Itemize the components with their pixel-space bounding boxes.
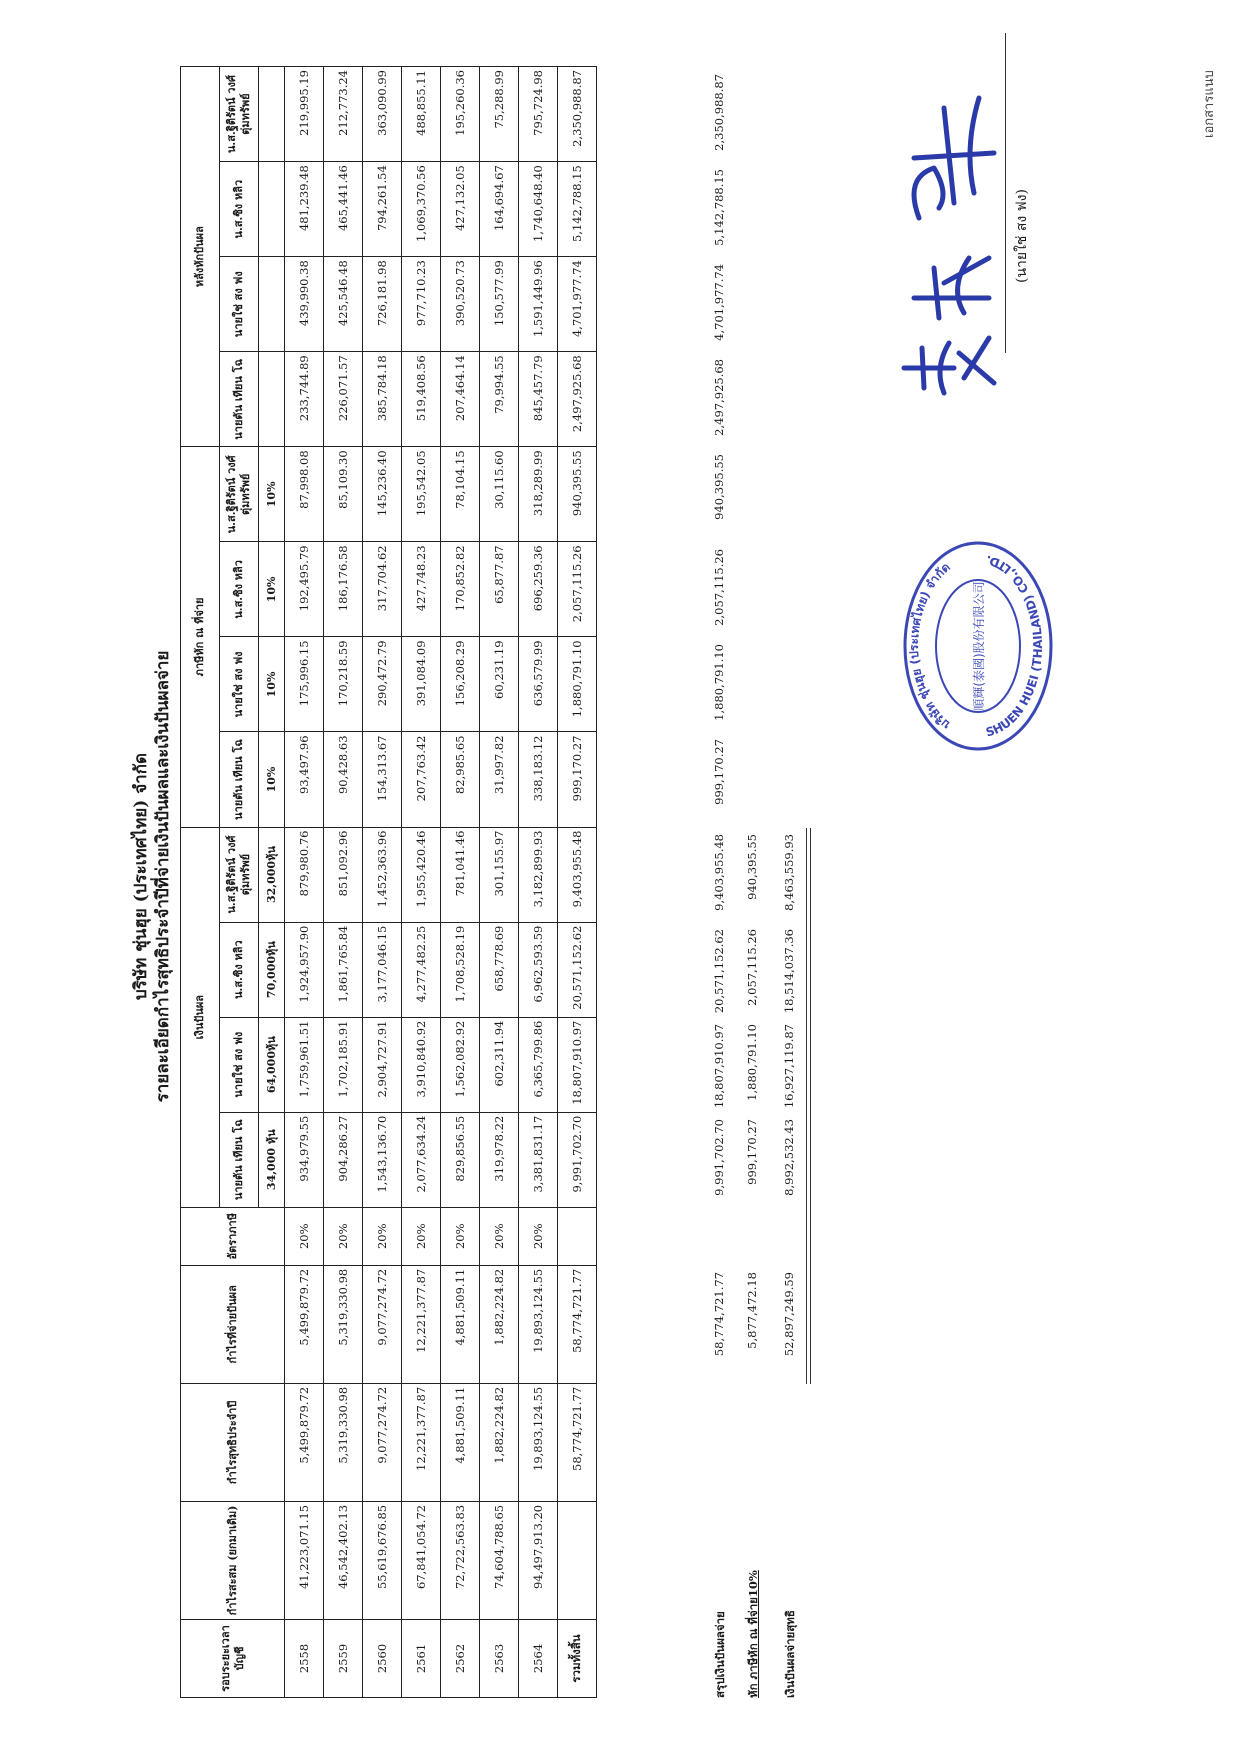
summary-dividend-value: 999,170.27 [712, 739, 726, 805]
cell-tax: 170,852.82 [441, 542, 480, 637]
col-tax-pct: 10% [259, 447, 285, 542]
cell-after: 150,577.99 [480, 257, 519, 352]
total-net: 58,774,721.77 [558, 1383, 597, 1501]
cell-dividend: 602,311.94 [480, 1017, 519, 1112]
cell-tax: 696,259.36 [519, 542, 558, 637]
svg-text:SHUEN HUEI (THAILAND) CO.,LTD.: SHUEN HUEI (THAILAND) CO.,LTD. [984, 552, 1046, 740]
col-person: นายตัน เทียน โฉ [220, 352, 259, 447]
group-tax: ภาษีหัก ณ ที่จ่าย [181, 447, 220, 827]
cell-dividend: 1,955,420.46 [402, 827, 441, 922]
summary-withholding-paid: 5,877,472.18 [745, 1272, 759, 1349]
table-row [285, 67, 324, 1698]
svg-text:順輝(泰國)股份有限公司: 順輝(泰國)股份有限公司 [972, 581, 986, 711]
col-shares: 70,000หุ้น [259, 922, 285, 1017]
total-tax: 1,880,791.10 [558, 637, 597, 732]
cell-rate: 20% [363, 1207, 402, 1265]
col-accum: กำไรสะสม (ยกมาเดิม) [181, 1501, 285, 1619]
col-shares: 32,000หุ้น [259, 827, 285, 922]
cell-tax: 186,176.58 [324, 542, 363, 637]
cell-after: 75,288.99 [480, 67, 519, 162]
cell-tax: 85,109.30 [324, 447, 363, 542]
cell-paid: 9,077,274.72 [363, 1265, 402, 1383]
double-underline [806, 828, 811, 1384]
col-person: น.ส.ฐิติรัตน์ วงศ์ตุ่มทรัพย์ [220, 67, 259, 162]
cell-tax: 290,472.79 [363, 637, 402, 732]
col-person: น.ส.ซิง หลิว [220, 162, 259, 257]
cell-dividend: 781,041.46 [441, 827, 480, 922]
cell-after: 439,990.38 [285, 257, 324, 352]
cell-tax: 82,985.65 [441, 732, 480, 827]
summary-dividend-value: 4,701,977.74 [712, 264, 726, 341]
col-person: น.ส.ซิง หลิว [220, 922, 259, 1017]
cell-tax: 154,313.67 [363, 732, 402, 827]
cell-accum: 41,223,071.15 [285, 1501, 324, 1619]
cell-after: 79,994.55 [480, 352, 519, 447]
cell-rate: 20% [402, 1207, 441, 1265]
cell-after: 233,744.89 [285, 352, 324, 447]
cell-rate: 20% [441, 1207, 480, 1265]
col-tax-pct: 10% [259, 637, 285, 732]
table-row [324, 67, 363, 1698]
cell-after: 1,069,370.56 [402, 162, 441, 257]
cell-dividend: 1,924,957.90 [285, 922, 324, 1017]
total-tax: 940,395.55 [558, 447, 597, 542]
report-subtitle: รายละเอียดกำไรสุทธิประจำปีที่จ่ายเงินปันผลและเงินปันผลจ่าย [153, 650, 173, 1103]
summary-dividend-value: 2,057,115.26 [712, 549, 726, 626]
col-shares: 64,000หุ้น [259, 1017, 285, 1112]
total-rate [558, 1207, 597, 1265]
company-title: บริษัท ชุ่นฮุย (ประเทศไทย) จำกัด [131, 752, 151, 1001]
dividend-table [180, 66, 597, 1698]
cell-paid: 12,221,377.87 [402, 1265, 441, 1383]
summary-net-value: 16,927,119.87 [782, 1024, 796, 1109]
cell-net: 19,893,124.55 [519, 1383, 558, 1501]
cell-accum: 55,619,676.85 [363, 1501, 402, 1619]
cell-after: 519,408.56 [402, 352, 441, 447]
signature-line [1005, 33, 1006, 353]
summary-withholding-value: 940,395.55 [745, 834, 759, 900]
cell-year: 2559 [324, 1619, 363, 1697]
cell-dividend: 3,177,046.15 [363, 922, 402, 1017]
summary-net-paid: 52,897,249.59 [782, 1272, 796, 1357]
cell-after: 219,995.19 [285, 67, 324, 162]
cell-dividend: 6,962,593.59 [519, 922, 558, 1017]
summary-dividend-value: 20,571,152.62 [712, 929, 726, 1014]
cell-after: 164,694.67 [480, 162, 519, 257]
cell-net: 5,319,330.98 [324, 1383, 363, 1501]
cell-dividend: 851,092.96 [324, 827, 363, 922]
cell-accum: 67,841,054.72 [402, 1501, 441, 1619]
col-blank [259, 257, 285, 352]
summary-dividend-value: 9,991,702.70 [712, 1119, 726, 1196]
cell-year: 2561 [402, 1619, 441, 1697]
total-tax: 2,057,115.26 [558, 542, 597, 637]
cell-tax: 391,084.09 [402, 637, 441, 732]
cell-tax: 90,428.63 [324, 732, 363, 827]
total-after: 2,497,925.68 [558, 352, 597, 447]
cell-tax: 427,748.23 [402, 542, 441, 637]
total-row [558, 67, 597, 1698]
cell-dividend: 934,979.55 [285, 1112, 324, 1207]
cell-dividend: 3,381,831.17 [519, 1112, 558, 1207]
cell-accum: 74,604,788.65 [480, 1501, 519, 1619]
cell-dividend: 829,856.55 [441, 1112, 480, 1207]
cell-dividend: 1,861,765.84 [324, 922, 363, 1017]
cell-accum: 46,542,402.13 [324, 1501, 363, 1619]
col-blank [259, 162, 285, 257]
cell-tax: 318,289.99 [519, 447, 558, 542]
cell-tax: 195,542.05 [402, 447, 441, 542]
cell-after: 207,464.14 [441, 352, 480, 447]
signature [894, 78, 1004, 408]
summary-withholding-value: 2,057,115.26 [745, 929, 759, 1006]
cell-dividend: 3,182,899.93 [519, 827, 558, 922]
cell-rate: 20% [285, 1207, 324, 1265]
cell-paid: 1,882,224.82 [480, 1265, 519, 1383]
cell-dividend: 1,759,961.51 [285, 1017, 324, 1112]
summary-net-value: 18,514,037.36 [782, 929, 796, 1014]
summary-net-value: 8,463,559.93 [782, 834, 796, 911]
cell-dividend: 658,778.69 [480, 922, 519, 1017]
cell-net: 1,882,224.82 [480, 1383, 519, 1501]
cell-after: 363,090.99 [363, 67, 402, 162]
cell-after: 481,239.48 [285, 162, 324, 257]
cell-dividend: 2,077,634.24 [402, 1112, 441, 1207]
total-after: 5,142,788.15 [558, 162, 597, 257]
cell-accum: 72,722,563.83 [441, 1501, 480, 1619]
col-person: น.ส.ซิง หลิว [220, 542, 259, 637]
summary-dividend-value: 18,807,910.97 [712, 1024, 726, 1109]
cell-rate: 20% [324, 1207, 363, 1265]
cell-tax: 170,218.59 [324, 637, 363, 732]
total-dividend: 18,807,910.97 [558, 1017, 597, 1112]
cell-paid: 5,319,330.98 [324, 1265, 363, 1383]
cell-tax: 338,183.12 [519, 732, 558, 827]
cell-paid: 5,499,879.72 [285, 1265, 324, 1383]
cell-net: 5,499,879.72 [285, 1383, 324, 1501]
summary-dividend-value: 940,395.55 [712, 454, 726, 520]
col-rate: อัตราภาษี [181, 1207, 285, 1265]
cell-after: 226,071.57 [324, 352, 363, 447]
cell-after: 212,773.24 [324, 67, 363, 162]
cell-tax: 145,236.40 [363, 447, 402, 542]
col-net: กำไรสุทธิประจำปี [181, 1383, 285, 1501]
cell-after: 390,520.73 [441, 257, 480, 352]
cell-after: 726,181.98 [363, 257, 402, 352]
total-paid: 58,774,721.77 [558, 1265, 597, 1383]
cell-paid: 4,881,509.11 [441, 1265, 480, 1383]
cell-dividend: 1,702,185.91 [324, 1017, 363, 1112]
summary-dividend-value: 5,142,788.15 [712, 169, 726, 246]
cell-net: 4,881,509.11 [441, 1383, 480, 1501]
cell-rate: 20% [519, 1207, 558, 1265]
summary-withholding-label: หัก ภาษีหัก ณ ที่จ่าย10% [746, 1570, 760, 1698]
cell-after: 794,261.54 [363, 162, 402, 257]
cell-after: 795,724.98 [519, 67, 558, 162]
summary-withholding-value: 999,170.27 [745, 1119, 759, 1185]
summary-dividend-paid: 58,774,721.77 [712, 1272, 726, 1357]
total-tax: 999,170.27 [558, 732, 597, 827]
col-person: นายตัน เทียน โฉ [220, 732, 259, 827]
col-person: นายใช่ สง ฟง [220, 637, 259, 732]
cell-dividend: 904,286.27 [324, 1112, 363, 1207]
cell-tax: 156,208.29 [441, 637, 480, 732]
cell-net: 9,077,274.72 [363, 1383, 402, 1501]
cell-after: 845,457.79 [519, 352, 558, 447]
cell-dividend: 1,562,082.92 [441, 1017, 480, 1112]
cell-year: 2560 [363, 1619, 402, 1697]
cell-dividend: 301,155.97 [480, 827, 519, 922]
col-blank [259, 67, 285, 162]
col-person: นายตัน เทียน โฉ [220, 1112, 259, 1207]
col-person: นายใช่ สง ฟง [220, 1017, 259, 1112]
total-label: รวมทั้งสิ้น [558, 1619, 597, 1697]
col-paid: กำไรที่จ่ายปันผล [181, 1265, 285, 1383]
cell-after: 425,546.48 [324, 257, 363, 352]
cell-after: 195,260.36 [441, 67, 480, 162]
cell-after: 488,855.11 [402, 67, 441, 162]
cell-dividend: 6,365,799.86 [519, 1017, 558, 1112]
table-row [402, 67, 441, 1698]
cell-dividend: 2,904,727.91 [363, 1017, 402, 1112]
summary-withholding-value: 1,880,791.10 [745, 1024, 759, 1101]
cell-tax: 60,231.19 [480, 637, 519, 732]
cell-dividend: 1,452,363.96 [363, 827, 402, 922]
cell-year: 2562 [441, 1619, 480, 1697]
total-dividend: 9,991,702.70 [558, 1112, 597, 1207]
summary-dividend-value: 9,403,955.48 [712, 834, 726, 911]
company-stamp [900, 538, 1056, 753]
total-after: 4,701,977.74 [558, 257, 597, 352]
col-blank [259, 352, 285, 447]
summary-dividend-value: 1,880,791.10 [712, 644, 726, 721]
cell-tax: 93,497.96 [285, 732, 324, 827]
cell-tax: 175,996.15 [285, 637, 324, 732]
col-shares: 34,000 หุ้น [259, 1112, 285, 1207]
signer-name: (นายใช่ สง ฟง) [1014, 189, 1030, 283]
cell-tax: 30,115.60 [480, 447, 519, 542]
summary-dividend-value: 2,350,988.87 [712, 74, 726, 151]
col-tax-pct: 10% [259, 542, 285, 637]
cell-net: 12,221,377.87 [402, 1383, 441, 1501]
cell-dividend: 3,910,840.92 [402, 1017, 441, 1112]
group-dividend: เงินปันผล [181, 827, 220, 1207]
cell-dividend: 879,980.76 [285, 827, 324, 922]
cell-tax: 192,495.79 [285, 542, 324, 637]
cell-rate: 20% [480, 1207, 519, 1265]
cell-year: 2564 [519, 1619, 558, 1697]
cell-after: 427,132.05 [441, 162, 480, 257]
cell-tax: 317,704.62 [363, 542, 402, 637]
cell-year: 2558 [285, 1619, 324, 1697]
cell-tax: 65,877.87 [480, 542, 519, 637]
cell-dividend: 4,277,482.25 [402, 922, 441, 1017]
cell-after: 1,740,648.40 [519, 162, 558, 257]
svg-text:บริษัท ชุ่นฮุย (ประเทศไทย) จำก: บริษัท ชุ่นฮุย (ประเทศไทย) จำกัด [906, 559, 953, 733]
summary-dividend-label: สรุปเงินปันผลจ่าย [713, 1611, 727, 1698]
cell-after: 385,784.18 [363, 352, 402, 447]
cell-tax: 207,763.42 [402, 732, 441, 827]
table-row [480, 67, 519, 1698]
table-row [441, 67, 480, 1698]
cell-paid: 19,893,124.55 [519, 1265, 558, 1383]
cell-year: 2563 [480, 1619, 519, 1697]
total-dividend: 9,403,955.48 [558, 827, 597, 922]
summary-net-value: 8,992,532.43 [782, 1119, 796, 1196]
total-accum [558, 1501, 597, 1619]
table-row [363, 67, 402, 1698]
cell-dividend: 1,543,136.70 [363, 1112, 402, 1207]
total-after: 2,350,988.87 [558, 67, 597, 162]
summary-net-label: เงินปันผลจ่ายสุทธิ [783, 1610, 797, 1698]
col-year: รอบระยะเวลาบัญชี [181, 1619, 285, 1697]
summary-dividend-value: 2,497,925.68 [712, 359, 726, 436]
cell-accum: 94,497,913.20 [519, 1501, 558, 1619]
cell-after: 465,441.46 [324, 162, 363, 257]
header-row [181, 67, 220, 1698]
cell-tax: 31,997.82 [480, 732, 519, 827]
cell-tax: 87,998.08 [285, 447, 324, 542]
cell-after: 977,710.23 [402, 257, 441, 352]
cell-dividend: 319,978.22 [480, 1112, 519, 1207]
total-dividend: 20,571,152.62 [558, 922, 597, 1017]
cell-dividend: 1,708,528.19 [441, 922, 480, 1017]
col-tax-pct: 10% [259, 732, 285, 827]
attachment-label: เอกสารแนบ [1202, 70, 1217, 138]
cell-after: 1,591,449.96 [519, 257, 558, 352]
group-net: หลังหักปันผล [181, 67, 220, 447]
col-person: น.ส.ฐิติรัตน์ วงศ์ตุ่มทรัพย์ [220, 447, 259, 542]
col-person: นายใช่ สง ฟง [220, 257, 259, 352]
table-row [519, 67, 558, 1698]
cell-tax: 636,579.99 [519, 637, 558, 732]
col-person: น.ส.ฐิติรัตน์ วงศ์ตุ่มทรัพย์ [220, 827, 259, 922]
cell-tax: 78,104.15 [441, 447, 480, 542]
